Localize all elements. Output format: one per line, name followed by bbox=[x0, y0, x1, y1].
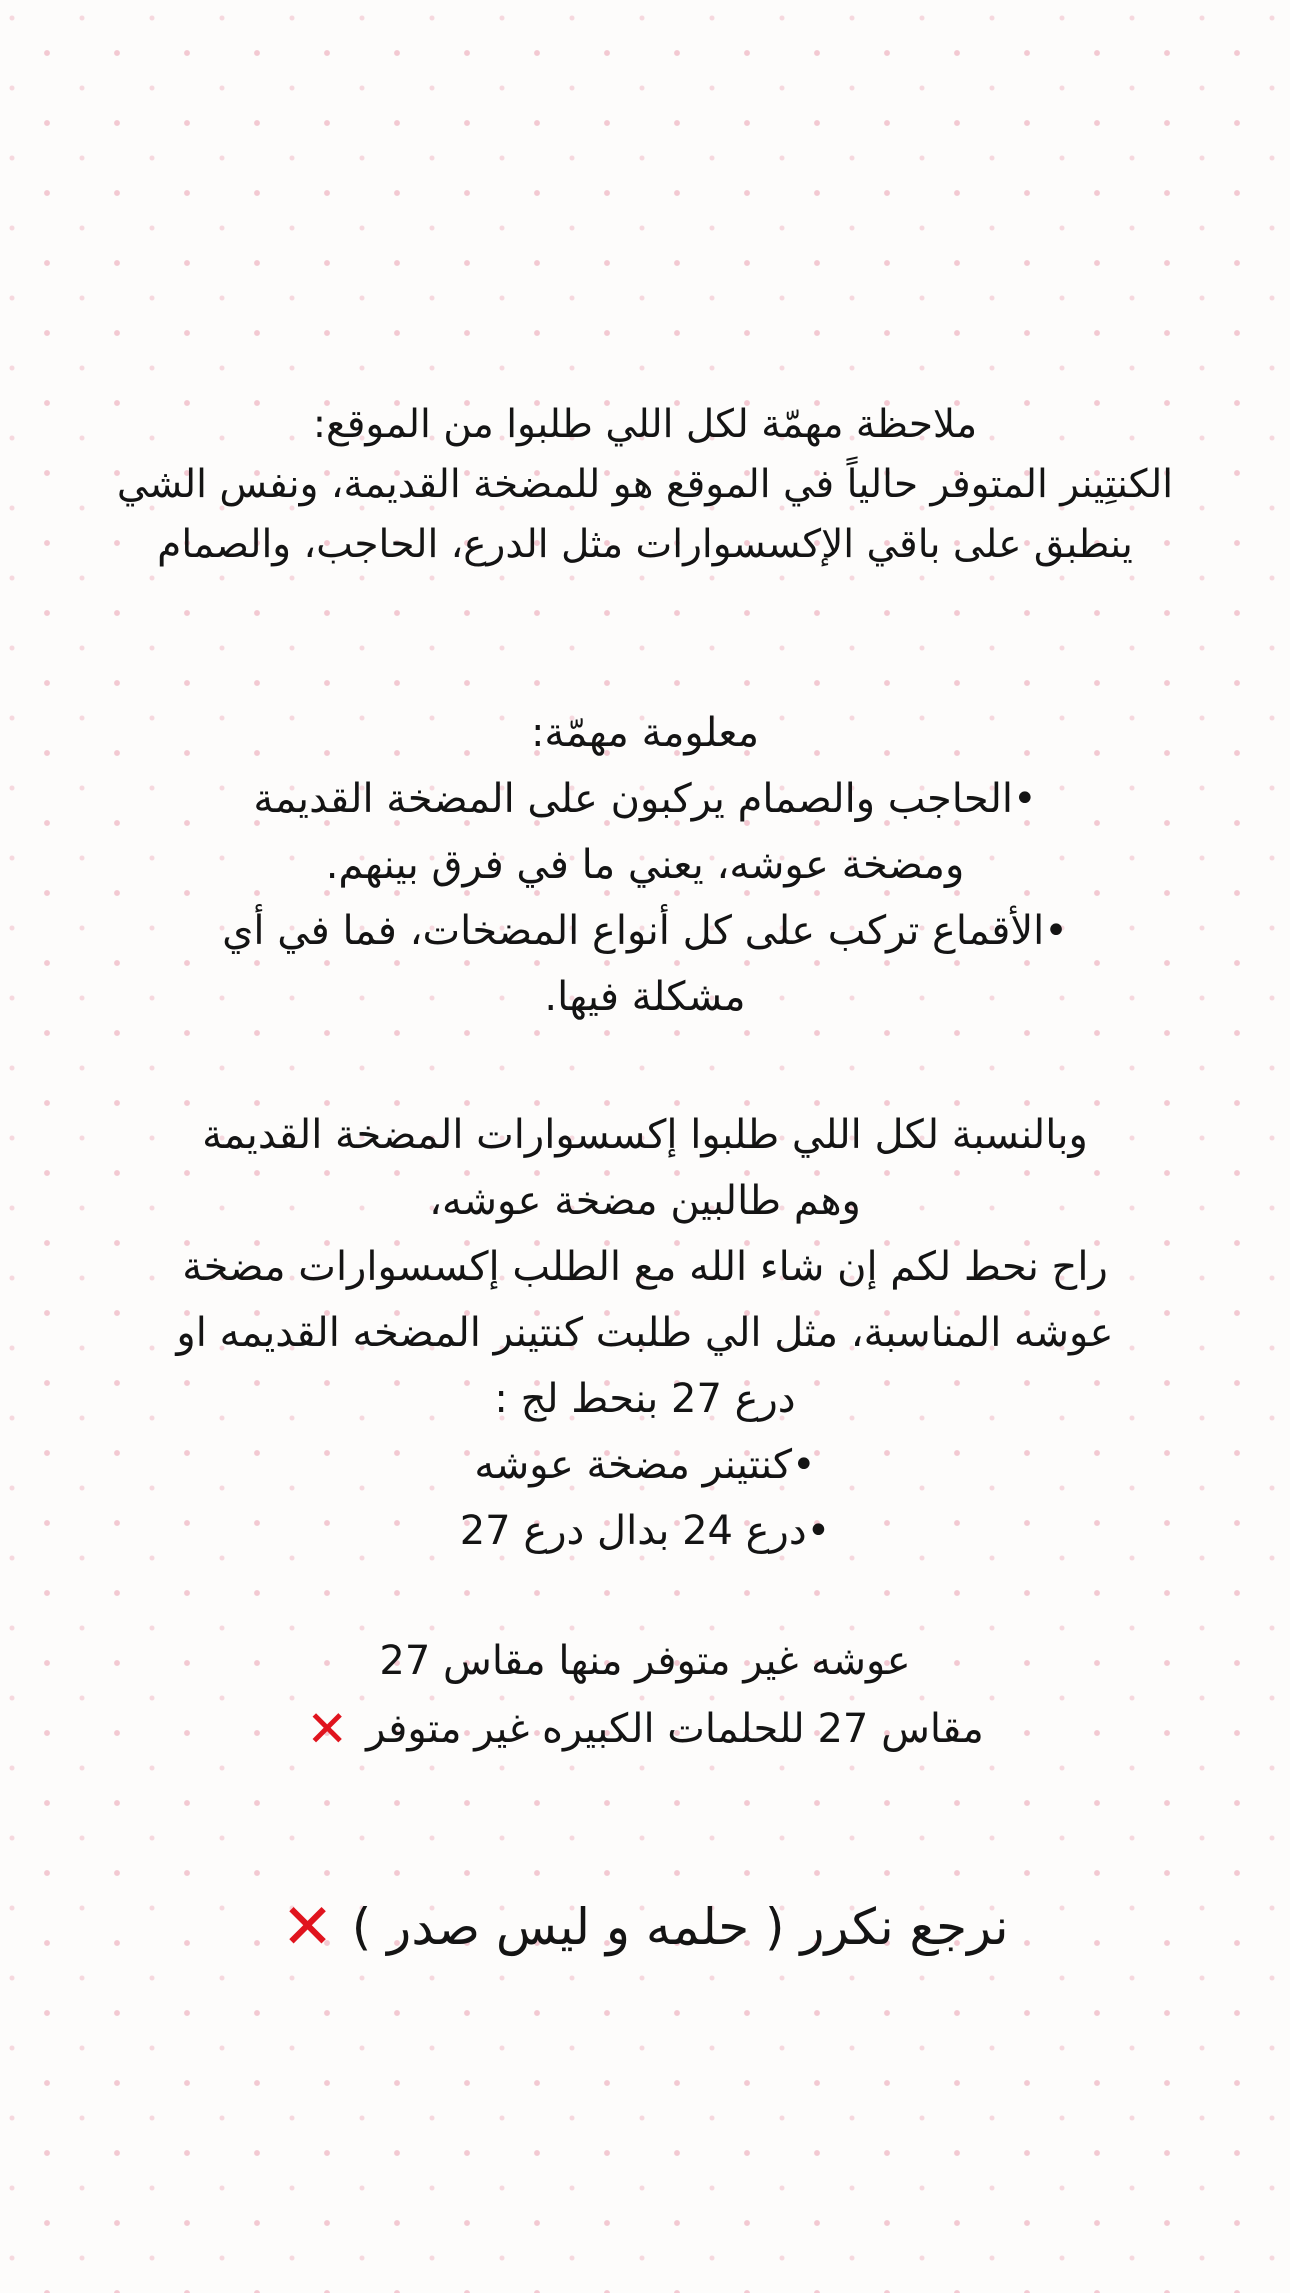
accessories-line-3: راح نحط لكم إن شاء الله مع الطلب إكسسوارات مضخة bbox=[182, 1244, 1108, 1290]
info-bullet-1-line-2: ومضخة عوشه، يعني ما في فرق بينهم. bbox=[325, 842, 965, 888]
accessories-line-2: وهم طالبين مضخة عوشه، bbox=[429, 1178, 861, 1224]
info-bullet-2-line-1: •الأقماع تركب على كل أنواع المضخات، فما في أي bbox=[222, 908, 1068, 954]
availability-line-2-text: مقاس 27 للحلمات الكبيره غير متوفر bbox=[366, 1706, 984, 1752]
accessories-line-5: درع 27 بنحط لج : bbox=[494, 1376, 796, 1422]
note-line-1: ملاحظة مهمّة لكل اللي طلبوا من الموقع: bbox=[312, 402, 978, 447]
reminder-line bbox=[0, 1882, 1290, 1972]
info-heading: معلومة مهمّة: bbox=[530, 710, 760, 756]
accessories-line-4: عوشه المناسبة، مثل الي طلبت كنتينر المضخه القديمه او bbox=[176, 1310, 1114, 1356]
note-line-2: الكنتِينر المتوفر حالياً في الموقع هو للمضخة القديمة، ونفس الشي bbox=[116, 462, 1174, 507]
reminder-text: نرجع نكرر ( حلمه و ليس صدر ) bbox=[351, 1898, 1009, 1956]
cross-mark-icon: ✕ bbox=[281, 1890, 334, 1963]
availability-line-2 bbox=[0, 1695, 1290, 1763]
info-section bbox=[0, 700, 1290, 1030]
availability-line-1: عوشه غير متوفر منها مقاس 27 bbox=[379, 1638, 911, 1684]
cross-mark-icon: ✕ bbox=[306, 1700, 349, 1758]
accessories-bullet-1: •كنتينر مضخة عوشه bbox=[474, 1442, 816, 1488]
note-section bbox=[0, 395, 1290, 575]
reminder-section bbox=[0, 1882, 1290, 1972]
info-bullet-2-line-2: مشكلة فيها. bbox=[544, 974, 746, 1020]
availability-section bbox=[0, 1627, 1290, 1763]
note-line-3: ينطبق على باقي الإكسسوارات مثل الدرع، الحاجب، والصمام bbox=[157, 522, 1133, 567]
accessories-bullet-2: •درع 24 بدال درع 27 bbox=[459, 1508, 831, 1554]
accessories-line-1: وبالنسبة لكل اللي طلبوا إكسسوارات المضخة القديمة bbox=[202, 1112, 1088, 1158]
info-bullet-1-line-1: •الحاجب والصمام يركبون على المضخة القديمة bbox=[253, 776, 1037, 822]
accessories-section bbox=[0, 1102, 1290, 1564]
